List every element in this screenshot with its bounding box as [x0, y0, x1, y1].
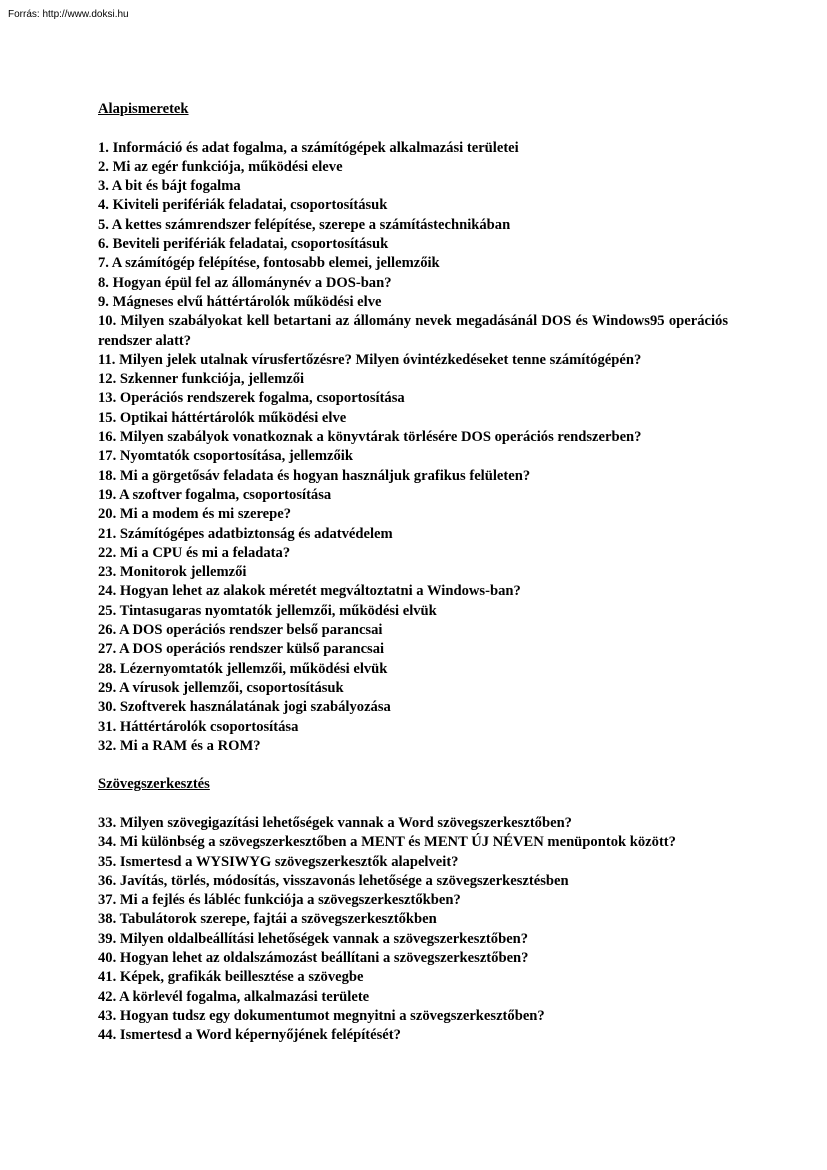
question-item: 42. A körlevél fogalma, alkalmazási területe	[98, 988, 370, 1005]
question-item: 27. A DOS operációs rendszer külső parancsai	[98, 641, 385, 658]
question-item: 17. Nyomtatók csoportosítása, jellemzőik	[98, 448, 353, 465]
question-item: 28. Lézernyomtatók jellemzői, működési elvük	[98, 660, 388, 677]
question-item: 1. Információ és adat fogalma, a számítógépek alkalmazási területei	[98, 139, 519, 156]
question-item: 15. Optikai háttértárolók működési elve	[98, 409, 347, 426]
spacer	[98, 119, 728, 138]
question-item: 11. Milyen jelek utalnak vírusfertőzésre? Milyen óvintézkedéseket tenne számítógépén?	[98, 351, 642, 368]
question-item: 37. Mi a fejlés és lábléc funkciója a szövegszerkesztőkben?	[98, 892, 461, 909]
question-item: 3. A bit és bájt fogalma	[98, 178, 241, 195]
question-item: 6. Beviteli perifériák feladatai, csoportosításuk	[98, 236, 389, 253]
question-item: 34. Mi különbség a szövegszerkesztőben a MENT és MENT ÚJ NÉVEN menüpontok között?	[98, 834, 676, 851]
question-item: 19. A szoftver fogalma, csoportosítása	[98, 486, 332, 503]
question-item: 16. Milyen szabályok vonatkoznak a könyvtárak törlésére DOS operációs rendszerben?	[98, 429, 642, 446]
question-item: 35. Ismertesd a WYSIWYG szövegszerkesztők alapelveit?	[98, 853, 459, 870]
question-item: 12. Szkenner funkciója, jellemzői	[98, 371, 305, 388]
source-note: Forrás: http://www.doksi.hu	[8, 9, 129, 20]
question-item: 43. Hogyan tudsz egy dokumentumot megnyitni a szövegszerkesztőben?	[98, 1007, 545, 1024]
question-item: 38. Tabulátorok szerepe, fajtái a szövegszerkesztőkben	[98, 911, 437, 928]
section-title: Szövegszerkesztés	[98, 776, 210, 793]
question-item: 41. Képek, grafikák beillesztése a szövegbe	[98, 969, 364, 986]
question-item: 39. Milyen oldalbeállítási lehetőségek vannak a szövegszerkesztőben?	[98, 930, 529, 947]
question-item: 7. A számítógép felépítése, fontosabb elemei, jellemzőik	[98, 255, 440, 272]
question-item: 44. Ismertesd a Word képernyőjének felépítését?	[98, 1027, 401, 1044]
question-list	[98, 139, 728, 757]
question-item: 13. Operációs rendszerek fogalma, csoportosítása	[98, 390, 405, 407]
section-alapismeretek	[98, 100, 728, 756]
question-item: 24. Hogyan lehet az alakok méretét megváltoztatni a Windows-ban?	[98, 583, 521, 600]
question-item: 21. Számítógépes adatbiztonság és adatvédelem	[98, 525, 393, 542]
spacer	[98, 795, 728, 814]
question-item: 31. Háttértárolók csoportosítása	[98, 718, 299, 735]
question-item: 30. Szoftverek használatának jogi szabályozása	[98, 699, 391, 716]
question-item: 32. Mi a RAM és a ROM?	[98, 737, 261, 754]
question-item: 26. A DOS operációs rendszer belső parancsai	[98, 622, 383, 639]
section-szovegszerkesztes	[98, 775, 728, 1045]
question-list	[98, 814, 728, 1046]
question-item: 40. Hogyan lehet az oldalszámozást beállítani a szövegszerkesztőben?	[98, 950, 529, 967]
question-item: 4. Kiviteli perifériák feladatai, csoportosításuk	[98, 197, 388, 214]
question-item: 2. Mi az egér funkciója, működési eleve	[98, 158, 343, 175]
question-item: 5. A kettes számrendszer felépítése, szerepe a számítástechnikában	[98, 216, 511, 233]
question-item: 9. Mágneses elvű háttértárolók működési elve	[98, 293, 382, 310]
spacer	[98, 756, 728, 775]
question-item: 25. Tintasugaras nyomtatók jellemzői, működési elvük	[98, 602, 437, 619]
question-item: 18. Mi a görgetősáv feladata és hogyan használjuk grafikus felületen?	[98, 467, 531, 484]
question-item: 22. Mi a CPU és mi a feladata?	[98, 544, 291, 561]
question-item: 20. Mi a modem és mi szerepe?	[98, 506, 292, 523]
question-item: 33. Milyen szövegigazítási lehetőségek vannak a Word szövegszerkesztőben?	[98, 814, 572, 831]
document-page	[98, 100, 728, 1046]
question-item: 23. Monitorok jellemzői	[98, 564, 247, 581]
question-item: 29. A vírusok jellemzői, csoportosításuk	[98, 679, 344, 696]
question-item: 10. Milyen szabályokat kell betartani az állomány nevek megadásánál DOS és Windows95 operációs rendszer alatt?	[98, 313, 728, 349]
question-item: 36. Javítás, törlés, módosítás, visszavonás lehetősége a szövegszerkesztésben	[98, 872, 569, 889]
section-title: Alapismeretek	[98, 101, 189, 117]
question-item: 8. Hogyan épül fel az állománynév a DOS-ban?	[98, 274, 392, 291]
